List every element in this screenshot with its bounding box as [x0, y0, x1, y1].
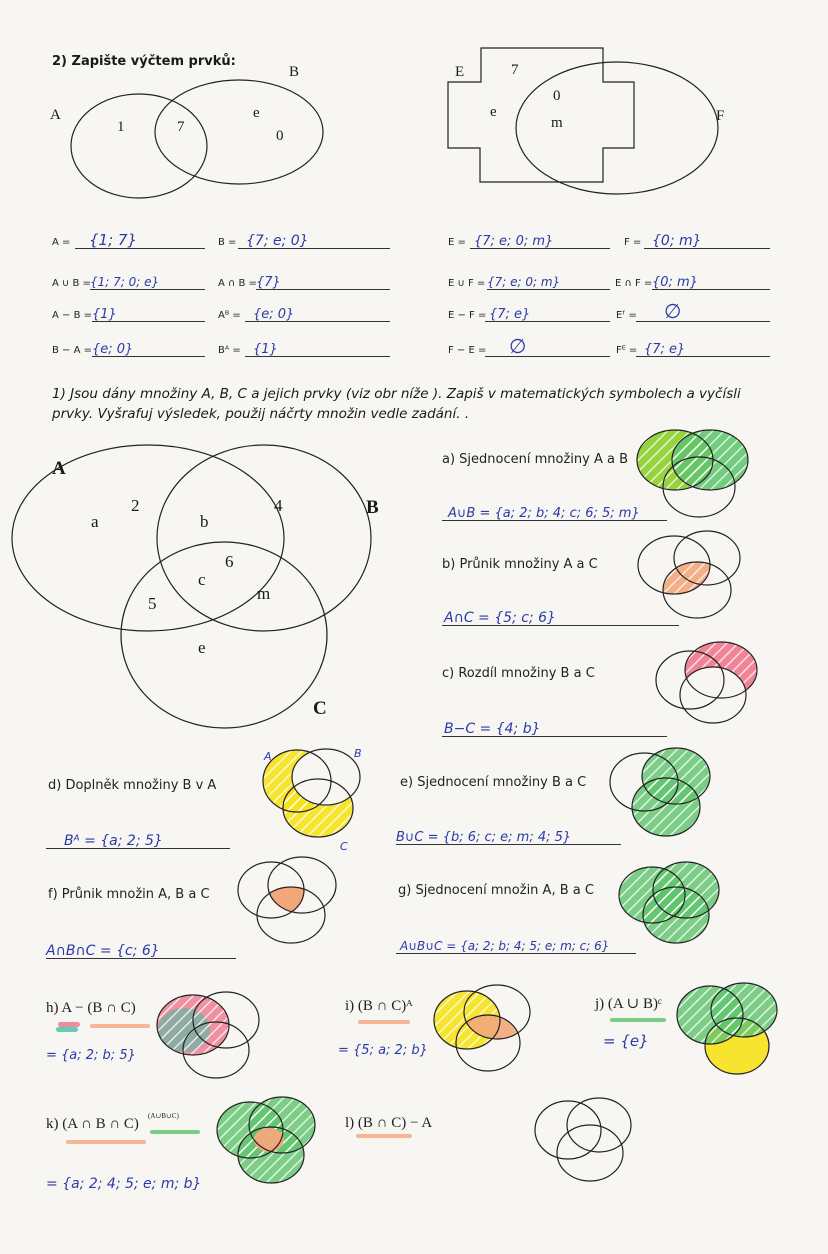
- element: a: [91, 512, 99, 531]
- answer-field[interactable]: ∅: [636, 303, 770, 322]
- answer-field[interactable]: {1}: [245, 338, 390, 357]
- answer-field[interactable]: {0; m}: [652, 271, 770, 290]
- answer-field[interactable]: {e; 0}: [245, 303, 390, 322]
- task-label: k) (A ∩ B ∩ C): [46, 1116, 139, 1132]
- answer-field[interactable]: ∅: [485, 338, 610, 357]
- task-label: c) Rozdíl množiny B a C: [442, 666, 595, 681]
- element: b: [200, 512, 209, 531]
- element: m: [257, 584, 271, 603]
- sketch-label-b: B: [354, 747, 362, 760]
- element: 0: [276, 128, 284, 144]
- answer-label: Eᶠ =: [616, 310, 637, 321]
- element: e: [198, 638, 206, 657]
- answer-label: Bᴬ =: [218, 345, 241, 356]
- task-label-superscript: (A∪B∪C): [148, 1112, 179, 1120]
- task-label: d) Doplněk množiny B v A: [48, 778, 217, 793]
- element: 0: [553, 88, 561, 104]
- answer-label: F =: [624, 237, 642, 248]
- answer-label: A ∩ B =: [218, 278, 257, 289]
- answer-field[interactable]: {1; 7; 0; e}: [90, 271, 205, 290]
- task-answer: = {5; a; 2; b}: [338, 1043, 428, 1058]
- section2-title: 2) Zapište výčtem prvků:: [52, 54, 236, 69]
- answer-field[interactable]: {0; m}: [644, 230, 770, 249]
- answer-label: E =: [448, 237, 466, 248]
- element: e: [253, 105, 260, 121]
- answer-label: B =: [218, 237, 237, 248]
- answer-label: A − B =: [52, 310, 92, 321]
- answer-field[interactable]: {7; e; 0; m}: [487, 271, 610, 290]
- answer-label: E ∩ F =: [615, 278, 653, 289]
- answer-field[interactable]: A∩C = {5; c; 6}: [442, 607, 679, 626]
- answer-field[interactable]: {e; 0}: [92, 338, 205, 357]
- set-label-a: A: [50, 107, 61, 123]
- answer-field[interactable]: Bᴬ = {a; 2; 5}: [46, 830, 230, 849]
- answer-label: F − E =: [448, 345, 487, 356]
- task-label: b) Průnik množiny A a C: [442, 557, 598, 572]
- task-label: h) A − (B ∩ C): [46, 1000, 136, 1016]
- task-label: l) (B ∩ C) − A: [345, 1115, 433, 1131]
- answer-label: B − A =: [52, 345, 92, 356]
- set-label-e: E: [455, 64, 465, 80]
- answer-field[interactable]: {1}: [92, 303, 205, 322]
- element: 4: [274, 496, 283, 515]
- answer-label: E ∪ F =: [448, 278, 486, 289]
- answer-field[interactable]: {7; e}: [485, 303, 610, 322]
- intro-line-1: 1) Jsou dány množiny A, B, C a jejich prvky (viz obr níže ). Zapiš v matematických symbolech a vyčísli: [52, 386, 741, 402]
- element: e: [490, 104, 497, 120]
- set-label-c: C: [313, 698, 327, 719]
- task-answer: = {a; 2; 4; 5; e; m; b}: [46, 1176, 202, 1192]
- answer-field[interactable]: {1; 7}: [75, 230, 205, 249]
- element: m: [551, 115, 563, 131]
- sketch-label-c: C: [340, 840, 348, 853]
- answer-label: A =: [52, 237, 71, 248]
- answer-label: A ∪ B =: [52, 278, 91, 289]
- element: 7: [177, 119, 185, 135]
- task-answer: = {e}: [603, 1032, 649, 1050]
- answer-field[interactable]: B−C = {4; b}: [442, 718, 667, 737]
- answer-label: E − F =: [448, 310, 487, 321]
- answer-field[interactable]: A∩B∩C = {c; 6}: [46, 940, 236, 959]
- element: 6: [225, 552, 234, 571]
- element: 1: [117, 119, 125, 135]
- answer-field[interactable]: A∪B = {a; 2; b; 4; c; 6; 5; m}: [442, 502, 667, 521]
- answer-field[interactable]: A∪B∪C = {a; 2; b; 4; 5; e; m; c; 6}: [396, 935, 636, 954]
- set-label-b: B: [289, 64, 300, 80]
- answer-label: Aᴮ =: [218, 310, 241, 321]
- sketch-label-a: A: [264, 750, 272, 763]
- task-label: i) (B ∩ C)ᴬ: [345, 998, 413, 1014]
- task-label: g) Sjednocení množin A, B a C: [398, 883, 594, 898]
- answer-field[interactable]: {7; e}: [636, 338, 770, 357]
- element: c: [198, 570, 206, 589]
- set-label-a: A: [52, 458, 66, 479]
- element: 7: [511, 62, 519, 78]
- task-label: a) Sjednocení množiny A a B: [442, 452, 629, 467]
- element: 2: [131, 496, 140, 515]
- intro-line-2: prvky. Vyšrafuj výsledek, použij náčrty množin vedle zadání. .: [52, 406, 470, 422]
- task-label: j) (A ∪ B)ᶜ: [595, 996, 662, 1012]
- task-label: f) Průnik množin A, B a C: [48, 887, 210, 902]
- task-answer: = {a; 2; b; 5}: [46, 1048, 136, 1063]
- task-label: e) Sjednocení množiny B a C: [400, 775, 587, 790]
- answer-field[interactable]: {7; e; 0; m}: [470, 230, 610, 249]
- answer-field[interactable]: {7; e; 0}: [238, 230, 390, 249]
- answer-field[interactable]: B∪C = {b; 6; c; e; m; 4; 5}: [396, 826, 621, 845]
- set-label-b: B: [366, 497, 379, 518]
- answer-field[interactable]: {7}: [256, 271, 390, 290]
- element: 5: [148, 594, 157, 613]
- answer-label: Fᴱ =: [616, 345, 638, 356]
- set-label-f: F: [716, 108, 725, 124]
